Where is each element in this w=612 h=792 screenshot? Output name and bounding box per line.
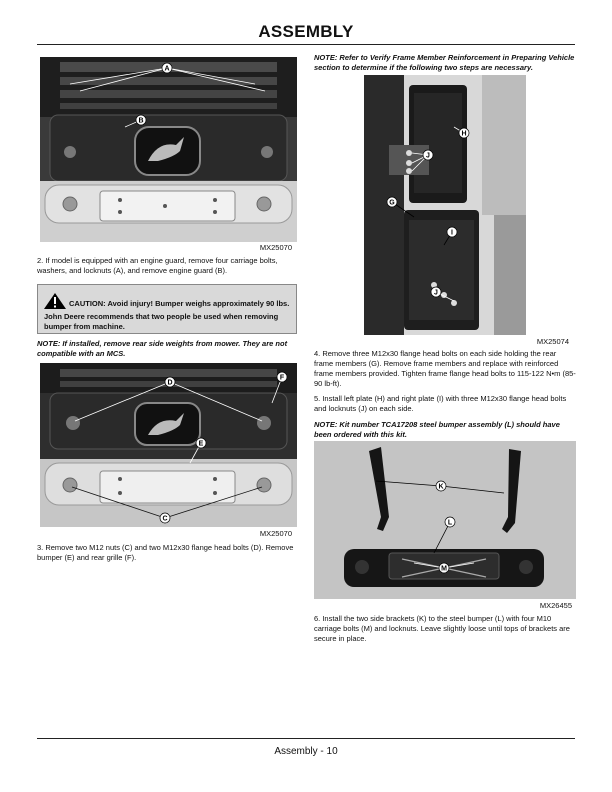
engine-guard-photo bbox=[40, 57, 297, 242]
warning-icon bbox=[44, 293, 66, 312]
caution-box bbox=[37, 284, 297, 334]
callout-f: F bbox=[279, 374, 285, 382]
callout-d: D bbox=[167, 379, 173, 387]
callout-b: B bbox=[138, 117, 144, 125]
callout-i: I bbox=[451, 229, 453, 237]
step-4-text: 4. Remove three M12x30 flange head bolts on each side holding the rear frame members (G). Remove frame members and replace with reinforced frame members provided. Tighten frame flange head bolts to 115-122 N•m (85-90 lb-ft). bbox=[314, 349, 576, 388]
steel-bumper-photo bbox=[314, 441, 576, 599]
callout-m: M bbox=[441, 565, 447, 573]
footer-rule bbox=[37, 738, 575, 739]
note-side-weights: NOTE: If installed, remove rear side weights from mower. They are not compatible with an MCS. bbox=[37, 339, 288, 358]
figure-caption: MX25074 bbox=[536, 337, 569, 346]
figure-caption: MX25070 bbox=[259, 529, 292, 538]
callout-l: L bbox=[447, 519, 453, 527]
step-5-text: 5. Install left plate (H) and right plate (I) with three M12x30 flange head bolts and locknuts (J) on each side. bbox=[314, 394, 567, 413]
callout-j-lower: J bbox=[434, 289, 438, 297]
note-bumper-kit: NOTE: Kit number TCA17208 steel bumper assembly (L) should have been ordered with this kit. bbox=[314, 420, 560, 439]
step-6-text: 6. Install the two side brackets (K) to the steel bumper (L) with four M10 carriage bolts (M) and locknuts. Leave slightly loose until tops of brackets are secure in place. bbox=[314, 614, 570, 643]
callout-g: G bbox=[389, 199, 395, 207]
figure-caption: MX25070 bbox=[259, 243, 292, 252]
step-2-text: 2. If model is equipped with an engine guard, remove four carriage bolts, washers, and locknuts (A), and remove engine guard (B). bbox=[37, 256, 278, 275]
bumper-removal-photo bbox=[40, 363, 297, 527]
callout-j-upper: J bbox=[426, 152, 430, 160]
callout-h: H bbox=[461, 130, 467, 138]
header-rule bbox=[37, 44, 575, 45]
callout-c: C bbox=[162, 515, 168, 523]
note-frame-reinforcement: NOTE: Refer to Verify Frame Member Reinforcement in Preparing Vehicle section to determine if the following two steps are necessary. bbox=[314, 53, 575, 72]
frame-plate-photo bbox=[364, 75, 526, 335]
figure-caption: MX26455 bbox=[539, 601, 572, 610]
caution-text: CAUTION: Avoid injury! Bumper weighs approximately 90 lbs. John Deere recommends that two people be used when removing bumper from machine. bbox=[44, 299, 290, 331]
callout-a: A bbox=[164, 65, 170, 73]
step-3-text: 3. Remove two M12 nuts (C) and two M12x30 flange head bolts (D). Remove bumper (E) and rear grille (F). bbox=[37, 543, 294, 562]
callout-e: E bbox=[198, 440, 204, 448]
callout-k: K bbox=[438, 483, 444, 491]
page-footer: Assembly - 10 bbox=[274, 746, 338, 757]
page-title: ASSEMBLY bbox=[258, 22, 354, 41]
